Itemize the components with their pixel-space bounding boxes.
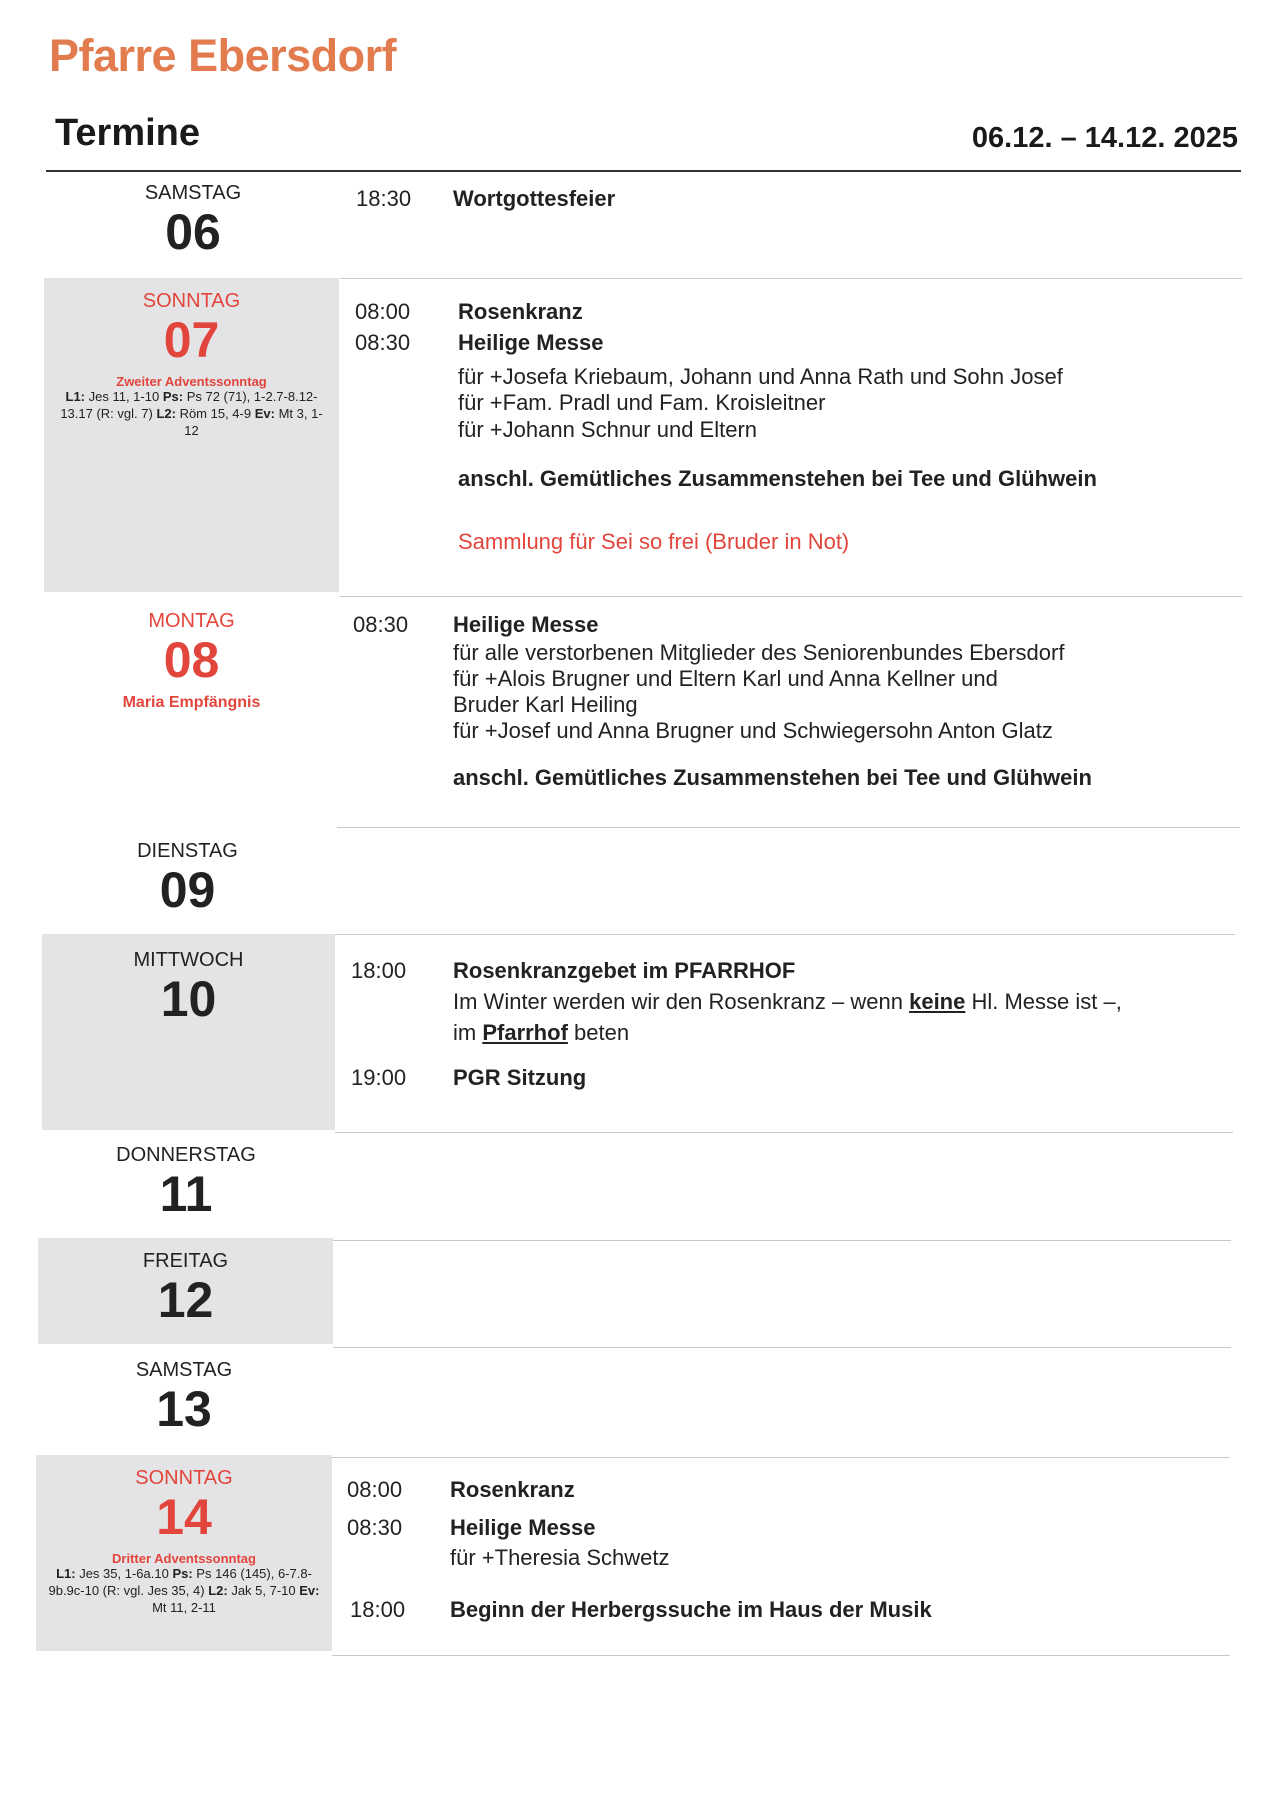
header-rule bbox=[46, 170, 1241, 172]
day-number: 09 bbox=[159, 862, 216, 918]
event-title: Beginn der Herbergssuche im Haus der Musik bbox=[450, 1597, 932, 1622]
feast-name: Maria Empfängnis bbox=[122, 694, 261, 711]
event-title: Rosenkranzgebet im PFARRHOF bbox=[453, 958, 796, 983]
event-title: Heilige Messe bbox=[458, 330, 604, 355]
weekday: DIENSTAG bbox=[137, 840, 238, 862]
row-divider bbox=[332, 1655, 1230, 1656]
intention-line: für +Josef und Anna Brugner und Schwiegersohn Anton Glatz bbox=[453, 718, 1053, 743]
intention-line: für +Theresia Schwetz bbox=[450, 1545, 670, 1570]
day-13 bbox=[0, 1349, 1278, 1453]
intention-line: für alle verstorbenen Mitglieder des Seniorenbundes Ebersdorf bbox=[453, 640, 1065, 665]
date-cell bbox=[44, 598, 339, 824]
date-cell bbox=[42, 934, 335, 1130]
day-08 bbox=[0, 598, 1278, 824]
event-description: Im Winter werden wir den Rosenkranz – wenn keine Hl. Messe ist –, bbox=[453, 989, 1122, 1014]
event-time: 18:00 bbox=[351, 958, 407, 983]
weekday: SONNTAG bbox=[142, 290, 241, 312]
event-time: 18:00 bbox=[350, 1597, 406, 1622]
event-title: PGR Sitzung bbox=[453, 1065, 587, 1090]
weekday: MITTWOCH bbox=[133, 949, 244, 971]
intention-line: für +Fam. Pradl und Fam. Kroisleitner bbox=[458, 390, 826, 415]
day-number: 11 bbox=[159, 1166, 213, 1222]
date-range: 06.12. – 14.12. 2025 bbox=[971, 122, 1238, 154]
day-11 bbox=[0, 1134, 1278, 1238]
date-cell bbox=[40, 830, 335, 934]
day-06 bbox=[0, 174, 1278, 276]
day-12 bbox=[0, 1238, 1278, 1344]
day-14 bbox=[0, 1455, 1278, 1651]
event-time: 08:30 bbox=[353, 612, 409, 637]
intention-line: für +Johann Schnur und Eltern bbox=[458, 417, 758, 442]
event-extra: anschl. Gemütliches Zusammenstehen bei Tee und Glühwein bbox=[458, 466, 1097, 491]
event-title: Rosenkranz bbox=[450, 1477, 575, 1502]
collection-note: Sammlung für Sei so frei (Bruder in Not) bbox=[458, 529, 850, 554]
day-number: 13 bbox=[156, 1381, 212, 1437]
date-cell bbox=[38, 1134, 334, 1238]
day-number: 07 bbox=[163, 312, 220, 368]
day-number: 08 bbox=[163, 632, 220, 688]
weekday: DONNERSTAG bbox=[116, 1144, 256, 1166]
event-description: im Pfarrhof beten bbox=[453, 1020, 630, 1045]
feast-name: Dritter Adventssonntag bbox=[112, 1551, 256, 1566]
day-number: 12 bbox=[157, 1272, 214, 1328]
day-07 bbox=[0, 278, 1278, 592]
row-divider bbox=[335, 1132, 1233, 1133]
weekday: SONNTAG bbox=[135, 1467, 233, 1489]
event-time: 08:00 bbox=[347, 1477, 403, 1502]
feast-name: Zweiter Adventssonntag bbox=[116, 374, 267, 389]
event-title: Wortgottesfeier bbox=[453, 186, 616, 211]
row-divider bbox=[340, 596, 1242, 597]
readings: L1: Jes 35, 1-6a.10 Ps: Ps 146 (145), 6-7.8-9b.9c-10 (R: vgl. Jes 35, 4) L2: Jak 5, 7-10 Ev: Mt 11, 2-11 bbox=[48, 1566, 320, 1615]
date-cell bbox=[36, 1349, 332, 1453]
day-number: 10 bbox=[160, 971, 217, 1027]
date-cell bbox=[38, 1238, 333, 1344]
weekday: MONTAG bbox=[148, 610, 235, 632]
day-10 bbox=[0, 934, 1278, 1130]
event-extra: anschl. Gemütliches Zusammenstehen bei Tee und Glühwein bbox=[453, 765, 1092, 790]
date-cell bbox=[46, 174, 340, 276]
page-title: Termine bbox=[55, 112, 201, 154]
intention-line: Bruder Karl Heiling bbox=[453, 692, 638, 717]
date-cell bbox=[44, 278, 339, 592]
event-time: 18:30 bbox=[356, 186, 412, 211]
parish-name: Pfarre Ebersdorf bbox=[49, 30, 397, 81]
intention-line: für +Alois Brugner und Eltern Karl und Anna Kellner und bbox=[453, 666, 998, 691]
day-09 bbox=[0, 830, 1278, 934]
event-time: 08:00 bbox=[355, 299, 411, 324]
weekday: SAMSTAG bbox=[135, 1359, 233, 1381]
date-cell bbox=[36, 1455, 332, 1651]
event-title: Rosenkranz bbox=[458, 299, 583, 324]
row-divider bbox=[337, 827, 1240, 828]
row-divider bbox=[333, 1347, 1231, 1348]
day-number: 14 bbox=[156, 1489, 212, 1545]
event-title: Heilige Messe bbox=[450, 1515, 596, 1540]
weekday: FREITAG bbox=[142, 1250, 229, 1272]
event-title: Heilige Messe bbox=[453, 612, 599, 637]
event-time: 08:30 bbox=[355, 330, 411, 355]
readings: L1: Jes 11, 1-10 Ps: Ps 72 (71), 1-2.7-8.12-13.17 (R: vgl. 7) L2: Röm 15, 4-9 Ev: Mt 3, 1-12 bbox=[60, 389, 323, 438]
intention-line: für +Josefa Kriebaum, Johann und Anna Rath und Sohn Josef bbox=[458, 364, 1063, 389]
event-time: 08:30 bbox=[347, 1515, 403, 1540]
weekday: SAMSTAG bbox=[144, 182, 242, 204]
event-time: 19:00 bbox=[351, 1065, 407, 1090]
day-number: 06 bbox=[165, 204, 221, 260]
